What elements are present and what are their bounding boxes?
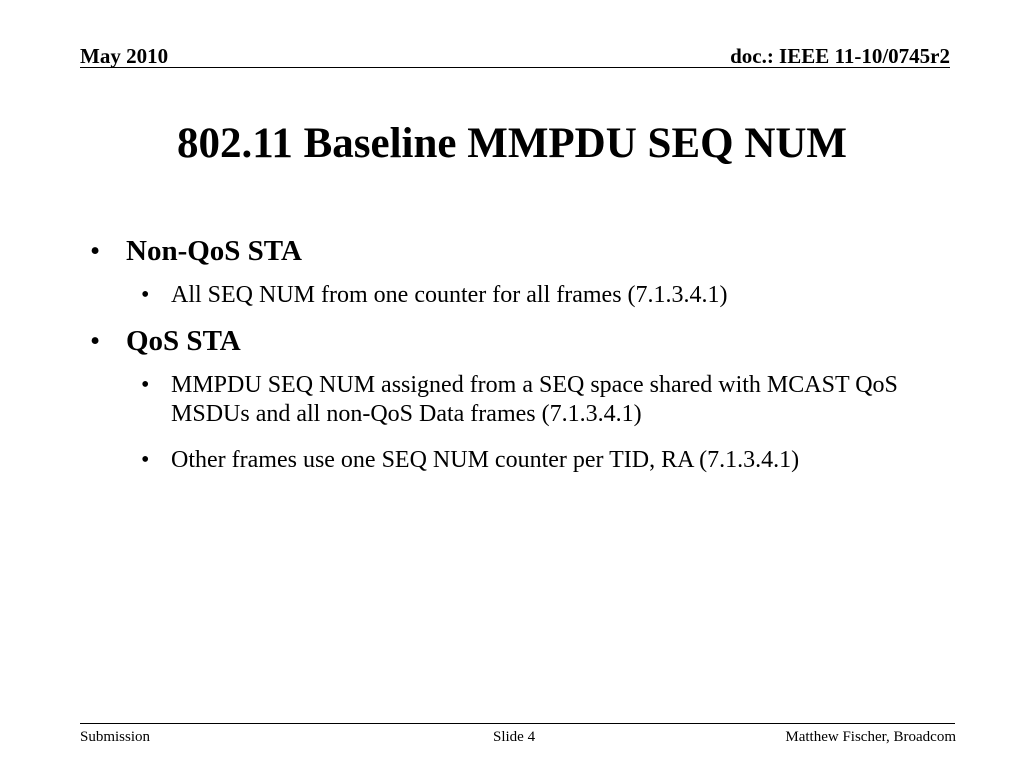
header-doc-id: doc.: IEEE 11-10/0745r2: [730, 44, 950, 68]
sub-bullet-dot-icon: •: [141, 372, 150, 398]
header-date: May 2010: [80, 44, 169, 68]
sub-bullet-dot-icon: •: [141, 282, 150, 308]
footer-author: Matthew Fischer, Broadcom: [785, 729, 956, 745]
header-divider: [80, 67, 950, 68]
bullet-label-qos-sta: QoS STA: [126, 325, 241, 357]
bullet-dot-icon: •: [90, 325, 101, 357]
sub-bullet-text: All SEQ NUM from one counter for all frames (7.1.3.4.1): [171, 282, 728, 308]
slide-title: 802.11 Baseline MMPDU SEQ NUM: [176, 120, 848, 167]
bullet-dot-icon: •: [90, 235, 101, 267]
footer-slide-number: Slide 4: [493, 729, 536, 745]
footer-divider: [80, 723, 955, 724]
sub-bullet-text: MMPDU SEQ NUM assigned from a SEQ space shared with MCAST QoS MSDUs and all non-QoS Data frames (7.1.3.4.1): [171, 372, 898, 427]
footer-submission: Submission: [80, 729, 151, 745]
bullet-label-non-qos-sta: Non-QoS STA: [126, 235, 302, 267]
sub-bullet-text: Other frames use one SEQ NUM counter per TID, RA (7.1.3.4.1): [171, 447, 800, 473]
sub-bullet-dot-icon: •: [141, 447, 150, 473]
